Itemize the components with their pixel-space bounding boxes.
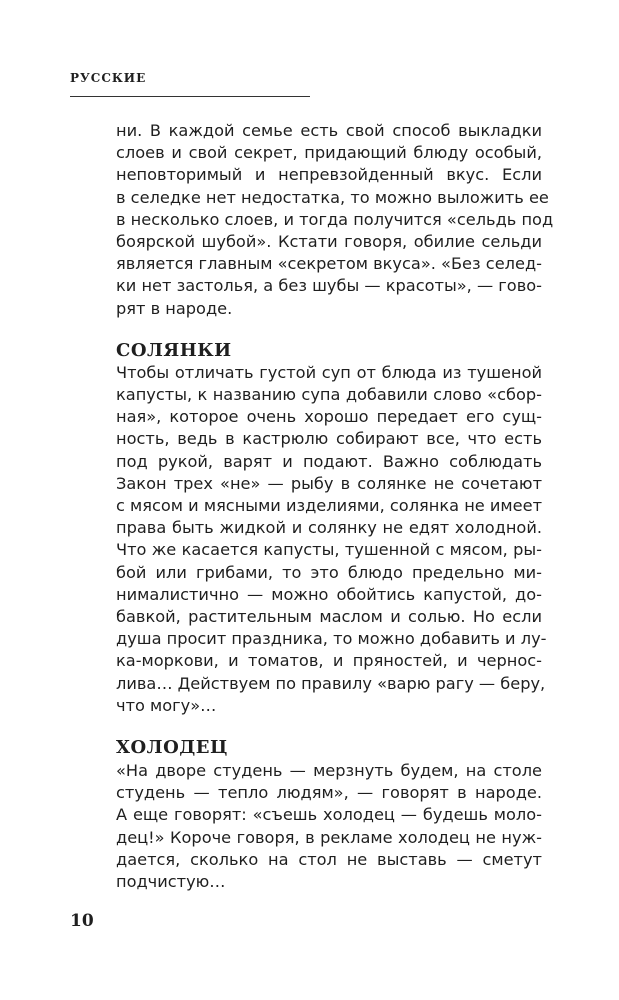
text-line: подчистую…	[116, 872, 226, 892]
text-line: под рукой, варят и подают. Важно соблюдать	[116, 451, 542, 471]
text-line: ни. В каждой семье есть свой способ выкладки	[116, 121, 542, 140]
text-line: бой или грибами, то это блюдо предельно ми-	[116, 562, 542, 582]
text-line: ка-моркови, и томатов, и пряностей, и чернос-	[116, 651, 542, 671]
text-line: неповторимый и непревзойденный вкус. Если	[116, 165, 542, 185]
text-line: ность, ведь в кастрюлю собирают все, что есть	[116, 429, 542, 449]
text-line: нималистично — можно обойтись капустой, до-	[116, 584, 542, 604]
section-heading-solyanki: СОЛЯНКИ	[116, 339, 232, 361]
text-line: рят в народе.	[116, 298, 233, 318]
kholodets-paragraph	[116, 760, 542, 893]
running-head-rule	[70, 96, 310, 97]
text-line: с мясом и мясными изделиями, солянка не имеет	[116, 496, 542, 516]
text-line: слоев и свой секрет, придающий блюду особый,	[116, 143, 542, 163]
text-line: что могу»…	[116, 695, 217, 715]
text-line: в селедке нет недостатка, то можно выложить ее	[116, 187, 549, 207]
text-line: «На дворе студень — мерзнуть будем, на столе	[116, 761, 542, 781]
text-line: в несколько слоев, и тогда получится «сельдь под	[116, 209, 554, 229]
page-number: 10	[70, 911, 94, 931]
section-heading-kholodets: ХОЛОДЕЦ	[116, 737, 228, 759]
text-line: дец!» Короче говоря, в рекламе холодец не нуж-	[116, 827, 542, 847]
text-line: дается, сколько на стол не выставь — сметут	[116, 849, 542, 869]
text-line: боярской шубой». Кстати говоря, обилие сельди	[116, 232, 542, 252]
text-line: А еще говорят: «съешь холодец — будешь моло-	[116, 805, 542, 825]
text-line: бавкой, растительным маслом и солью. Но если	[116, 607, 542, 627]
intro-paragraph	[116, 120, 554, 320]
solyanki-paragraph	[116, 362, 547, 717]
running-head: РУССКИЕ	[70, 71, 147, 85]
text-line: Чтобы отличать густой суп от блюда из тушеной	[116, 362, 542, 382]
text-line: Закон трех «не» — рыбу в солянке не сочетают	[116, 473, 542, 493]
text-line: капусты, к названию супа добавили слово «сбор-	[116, 385, 542, 405]
text-line: Что же касается капусты, тушенной с мясом, ры-	[116, 540, 542, 560]
text-line: лива… Действуем по правилу «варю рагу — беру,	[116, 673, 546, 693]
text-line: ки нет застолья, а без шубы — красоты», — гово-	[116, 276, 542, 296]
text-line: ная», которое очень хорошо передает его сущ-	[116, 407, 542, 427]
text-line: студень — тепло людям», — говорят в народе.	[116, 783, 542, 803]
text-line: является главным «секретом вкуса». «Без селед-	[116, 254, 542, 274]
text-line: душа просит праздника, то можно добавить и лу-	[116, 629, 547, 649]
text-line: права быть жидкой и солянку не едят холодной.	[116, 518, 542, 538]
page-body	[116, 120, 554, 893]
